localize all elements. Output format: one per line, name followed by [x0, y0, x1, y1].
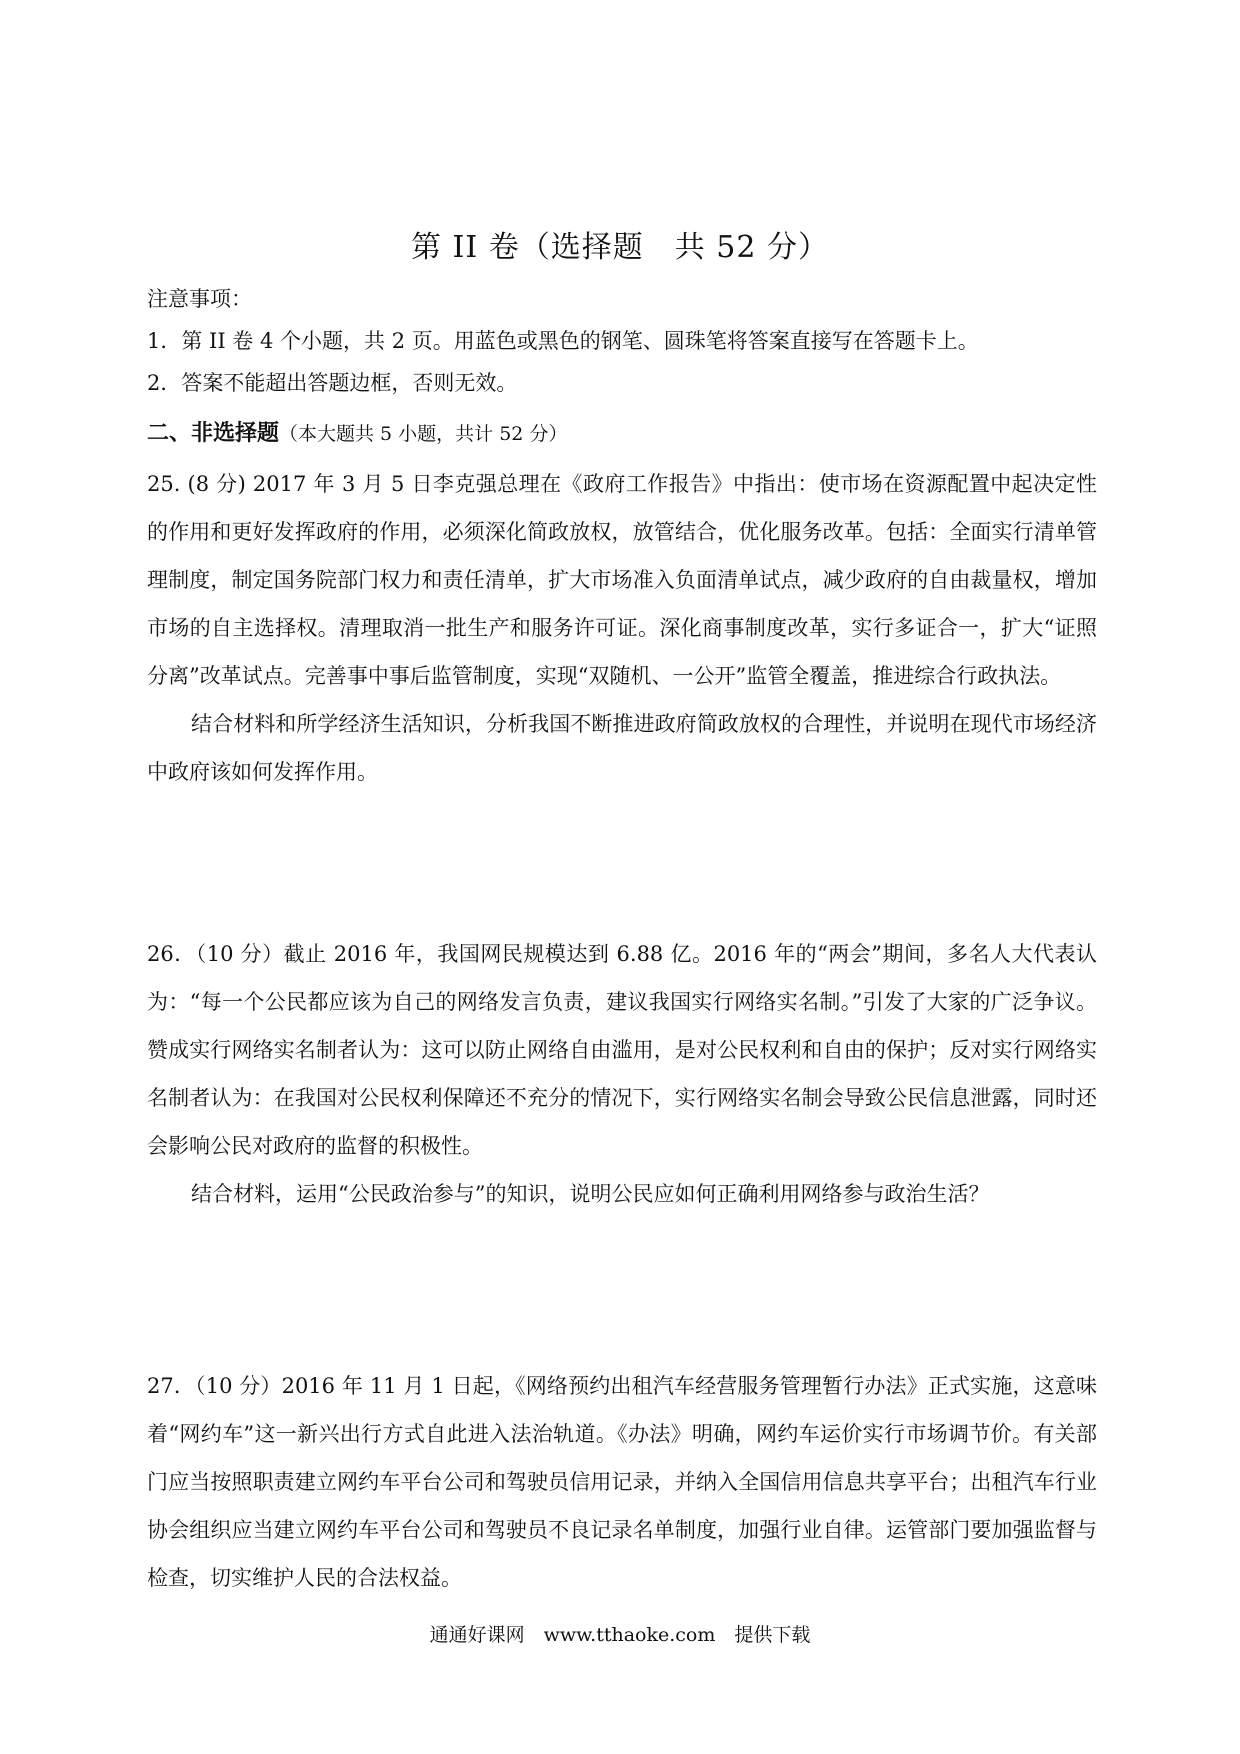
question-material: 26．（10 分）截止 2016 年，我国网民规模达到 6.88 亿。2016 年的“两会”期间，多名人大代表认为：“每一个公民都应该为自己的网络发言负责，建议我国实行网络实名制。”引发了大家的广泛争议。赞成实行网络实名制者认为：这可以防止网络自由滥用，是对公民权利和自由的保护；反对实行网络实名制者认为：在我国对公民权利保障还不充分的情况下，实行网络实名制会导致公民信息泄露，同时还会影响公民对政府的监督的积极性。 — [147, 942, 1097, 1158]
section-heading — [147, 416, 1097, 447]
question-material: 27．（10 分）2016 年 11 月 1 日起，《网络预约出租汽车经营服务管理暂行办法》正式实施，这意味着“网约车”这一新兴出行方式自此进入法治轨道。《办法》明确，网约车运价实行市场调节价。有关部门应当按照职责建立网约车平台公司和驾驶员信用记录，并纳入全国信用信息共享平台；出租汽车行业协会组织应当建立网约车平台公司和驾驶员不良记录名单制度，加强行业自律。运管部门要加强监督与检查，切实维护人民的合法权益。 — [147, 1374, 1097, 1590]
question-prompt: 结合材料和所学经济生活知识，分析我国不断推进政府简政放权的合理性，并说明在现代市场经济中政府该如何发挥作用。 — [147, 712, 1097, 784]
question-25 — [147, 460, 1097, 796]
question-27 — [147, 1362, 1097, 1602]
page-title: 第 II 卷（选择题 共 52 分） — [410, 230, 830, 265]
notes-section — [147, 278, 1097, 404]
question-26 — [147, 930, 1097, 1218]
page-footer: 通通好课网 www.tthaoke.com 提供下载 — [429, 1624, 811, 1646]
question-prompt: 结合材料，运用“公民政治参与”的知识，说明公民应如何正确利用网络参与政治生活？ — [191, 1182, 990, 1206]
section-heading-main: 二、非选择题 — [147, 420, 280, 446]
section-heading-sub: （本大题共 5 小题，共计 52 分） — [279, 423, 568, 445]
notes-heading: 注意事项： — [147, 287, 252, 311]
notes-item: 2．答案不能超出答题边框，否则无效。 — [147, 371, 518, 395]
notes-item: 1．第 II 卷 4 个小题，共 2 页。用蓝色或黑色的钢笔、圆珠笔将答案直接写在答题卡上。 — [147, 329, 979, 353]
question-material: 25. (8 分) 2017 年 3 月 5 日李克强总理在《政府工作报告》中指出：使市场在资源配置中起决定性的作用和更好发挥政府的作用，必须深化简政放权，放管结合，优化服务改革。包括：全面实行清单管理制度，制定国务院部门权力和责任清单，扩大市场准入负面清单试点，减少政府的自由裁量权，增加市场的自主选择权。清理取消一批生产和服务许可证。深化商事制度改革，实行多证合一，扩大“证照分离”改革试点。完善事中事后监管制度，实现“双随机、一公开”监管全覆盖，推进综合行政执法。 — [147, 472, 1097, 688]
